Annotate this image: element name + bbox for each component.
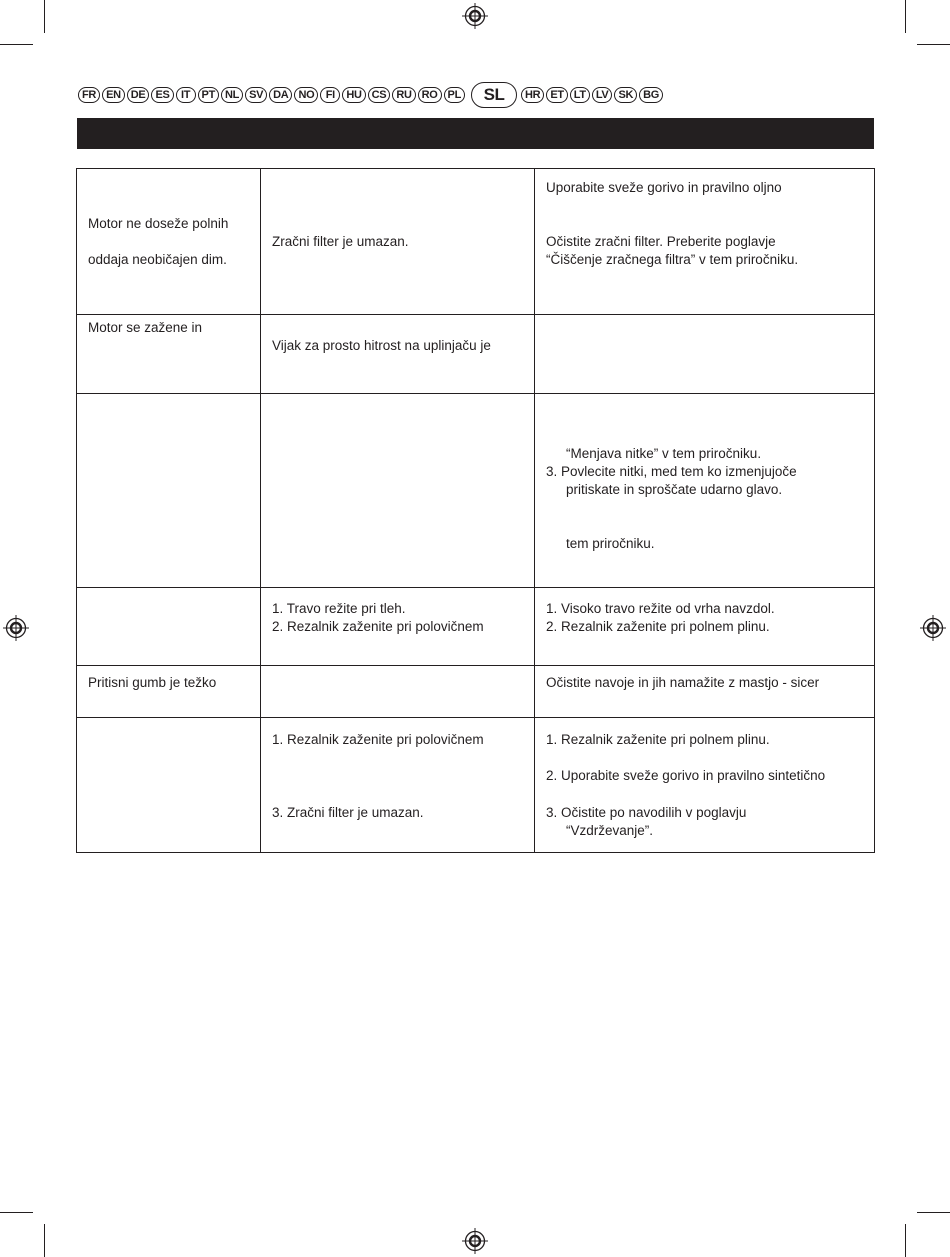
table-row	[77, 169, 875, 315]
table-row	[77, 588, 875, 666]
problem-cell	[77, 588, 261, 666]
cause-text: 1. Travo režite pri tleh.	[272, 601, 406, 616]
cause-text: 1. Rezalnik zaženite pri polovičnem	[272, 732, 484, 747]
solution-text: 2. Rezalnik zaženite pri polnem plinu.	[546, 619, 770, 634]
troubleshooting-table	[76, 168, 875, 853]
crop-mark	[0, 1212, 33, 1213]
lang-tab-en[interactable]: EN	[102, 87, 125, 103]
solution-text: Očistite zračni filter. Preberite poglavje	[546, 234, 776, 249]
solution-text: 3. Povlecite nitki, med tem ko izmenjujoče	[546, 464, 797, 479]
solution-cell	[535, 394, 875, 588]
lang-tab-nl[interactable]: NL	[221, 87, 243, 103]
lang-tab-sk[interactable]: SK	[614, 87, 637, 103]
solution-text: Uporabite sveže gorivo in pravilno oljno	[546, 180, 782, 195]
lang-tab-hu[interactable]: HU	[342, 87, 365, 103]
solution-cell	[535, 718, 875, 853]
cause-cell	[261, 169, 535, 315]
lang-tab-fi[interactable]: FI	[320, 87, 340, 103]
registration-mark-icon	[462, 1228, 488, 1254]
table-row	[77, 315, 875, 394]
lang-tab-fr[interactable]: FR	[78, 87, 100, 103]
cause-cell	[261, 588, 535, 666]
crop-mark	[917, 44, 950, 45]
lang-tab-no[interactable]: NO	[294, 87, 318, 103]
registration-mark-icon	[920, 615, 946, 641]
solution-text: 1. Visoko travo režite od vrha navzdol.	[546, 601, 775, 616]
lang-tab-pl[interactable]: PL	[444, 87, 465, 103]
lang-tab-de[interactable]: DE	[127, 87, 150, 103]
problem-text: Motor se zažene in	[88, 320, 203, 335]
table-row	[77, 718, 875, 853]
solution-cell	[535, 315, 875, 394]
crop-mark	[905, 1224, 906, 1257]
cause-text: Vijak za prosto hitrost na uplinjaču je	[272, 338, 491, 353]
problem-cell	[77, 718, 261, 853]
problem-text: Pritisni gumb je težko	[88, 675, 217, 690]
solution-text: “Menjava nitke” v tem priročniku.	[566, 446, 762, 461]
lang-tab-hr[interactable]: HR	[521, 87, 544, 103]
lang-tab-pt[interactable]: PT	[198, 87, 219, 103]
lang-tab-et[interactable]: ET	[546, 87, 567, 103]
lang-tab-it[interactable]: IT	[176, 87, 196, 103]
solution-cell	[535, 169, 875, 315]
solution-text: “Čiščenje zračnega filtra” v tem priročniku.	[546, 252, 799, 267]
solution-text: 3. Očistite po navodilih v poglavju	[546, 805, 747, 820]
lang-tab-ro[interactable]: RO	[418, 87, 442, 103]
problem-text: Motor ne doseže polnih	[88, 216, 229, 231]
cause-text: 3. Zračni filter je umazan.	[272, 805, 424, 820]
lang-tab-da[interactable]: DA	[269, 87, 292, 103]
lang-tab-lv[interactable]: LV	[592, 87, 613, 103]
problem-cell	[77, 394, 261, 588]
problem-cell	[77, 169, 261, 315]
table-row	[77, 666, 875, 718]
problem-cell	[77, 315, 261, 394]
cause-cell	[261, 718, 535, 853]
table-row	[77, 394, 875, 588]
solution-text: Očistite navoje in jih namažite z mastjo - sicer	[546, 675, 820, 690]
cause-cell	[261, 315, 535, 394]
crop-mark	[0, 44, 33, 45]
lang-tab-sl-active[interactable]: SL	[471, 82, 517, 108]
solution-text: 2. Uporabite sveže gorivo in pravilno sintetično	[546, 768, 826, 783]
cause-text: 2. Rezalnik zaženite pri polovičnem	[272, 619, 484, 634]
solution-text: “Vzdrževanje”.	[566, 823, 654, 838]
solution-cell	[535, 666, 875, 718]
solution-text: pritiskate in sproščate udarno glavo.	[566, 482, 783, 497]
crop-mark	[44, 0, 45, 33]
lang-tab-bg[interactable]: BG	[639, 87, 663, 103]
solution-text: 1. Rezalnik zaženite pri polnem plinu.	[546, 732, 770, 747]
crop-mark	[44, 1224, 45, 1257]
solution-text: tem priročniku.	[566, 536, 655, 551]
lang-tab-ru[interactable]: RU	[392, 87, 415, 103]
cause-cell	[261, 394, 535, 588]
registration-mark-icon	[462, 3, 488, 29]
lang-tab-cs[interactable]: CS	[368, 87, 391, 103]
cause-cell	[261, 666, 535, 718]
crop-mark	[905, 0, 906, 33]
section-title-bar	[77, 118, 874, 149]
language-tabs	[78, 85, 665, 105]
crop-mark	[917, 1212, 950, 1213]
solution-cell	[535, 588, 875, 666]
lang-tab-sv[interactable]: SV	[245, 87, 267, 103]
problem-text: oddaja neobičajen dim.	[88, 252, 227, 267]
registration-mark-icon	[3, 615, 29, 641]
lang-tab-es[interactable]: ES	[151, 87, 173, 103]
cause-text: Zračni filter je umazan.	[272, 234, 409, 249]
lang-tab-lt[interactable]: LT	[570, 87, 590, 103]
problem-cell	[77, 666, 261, 718]
